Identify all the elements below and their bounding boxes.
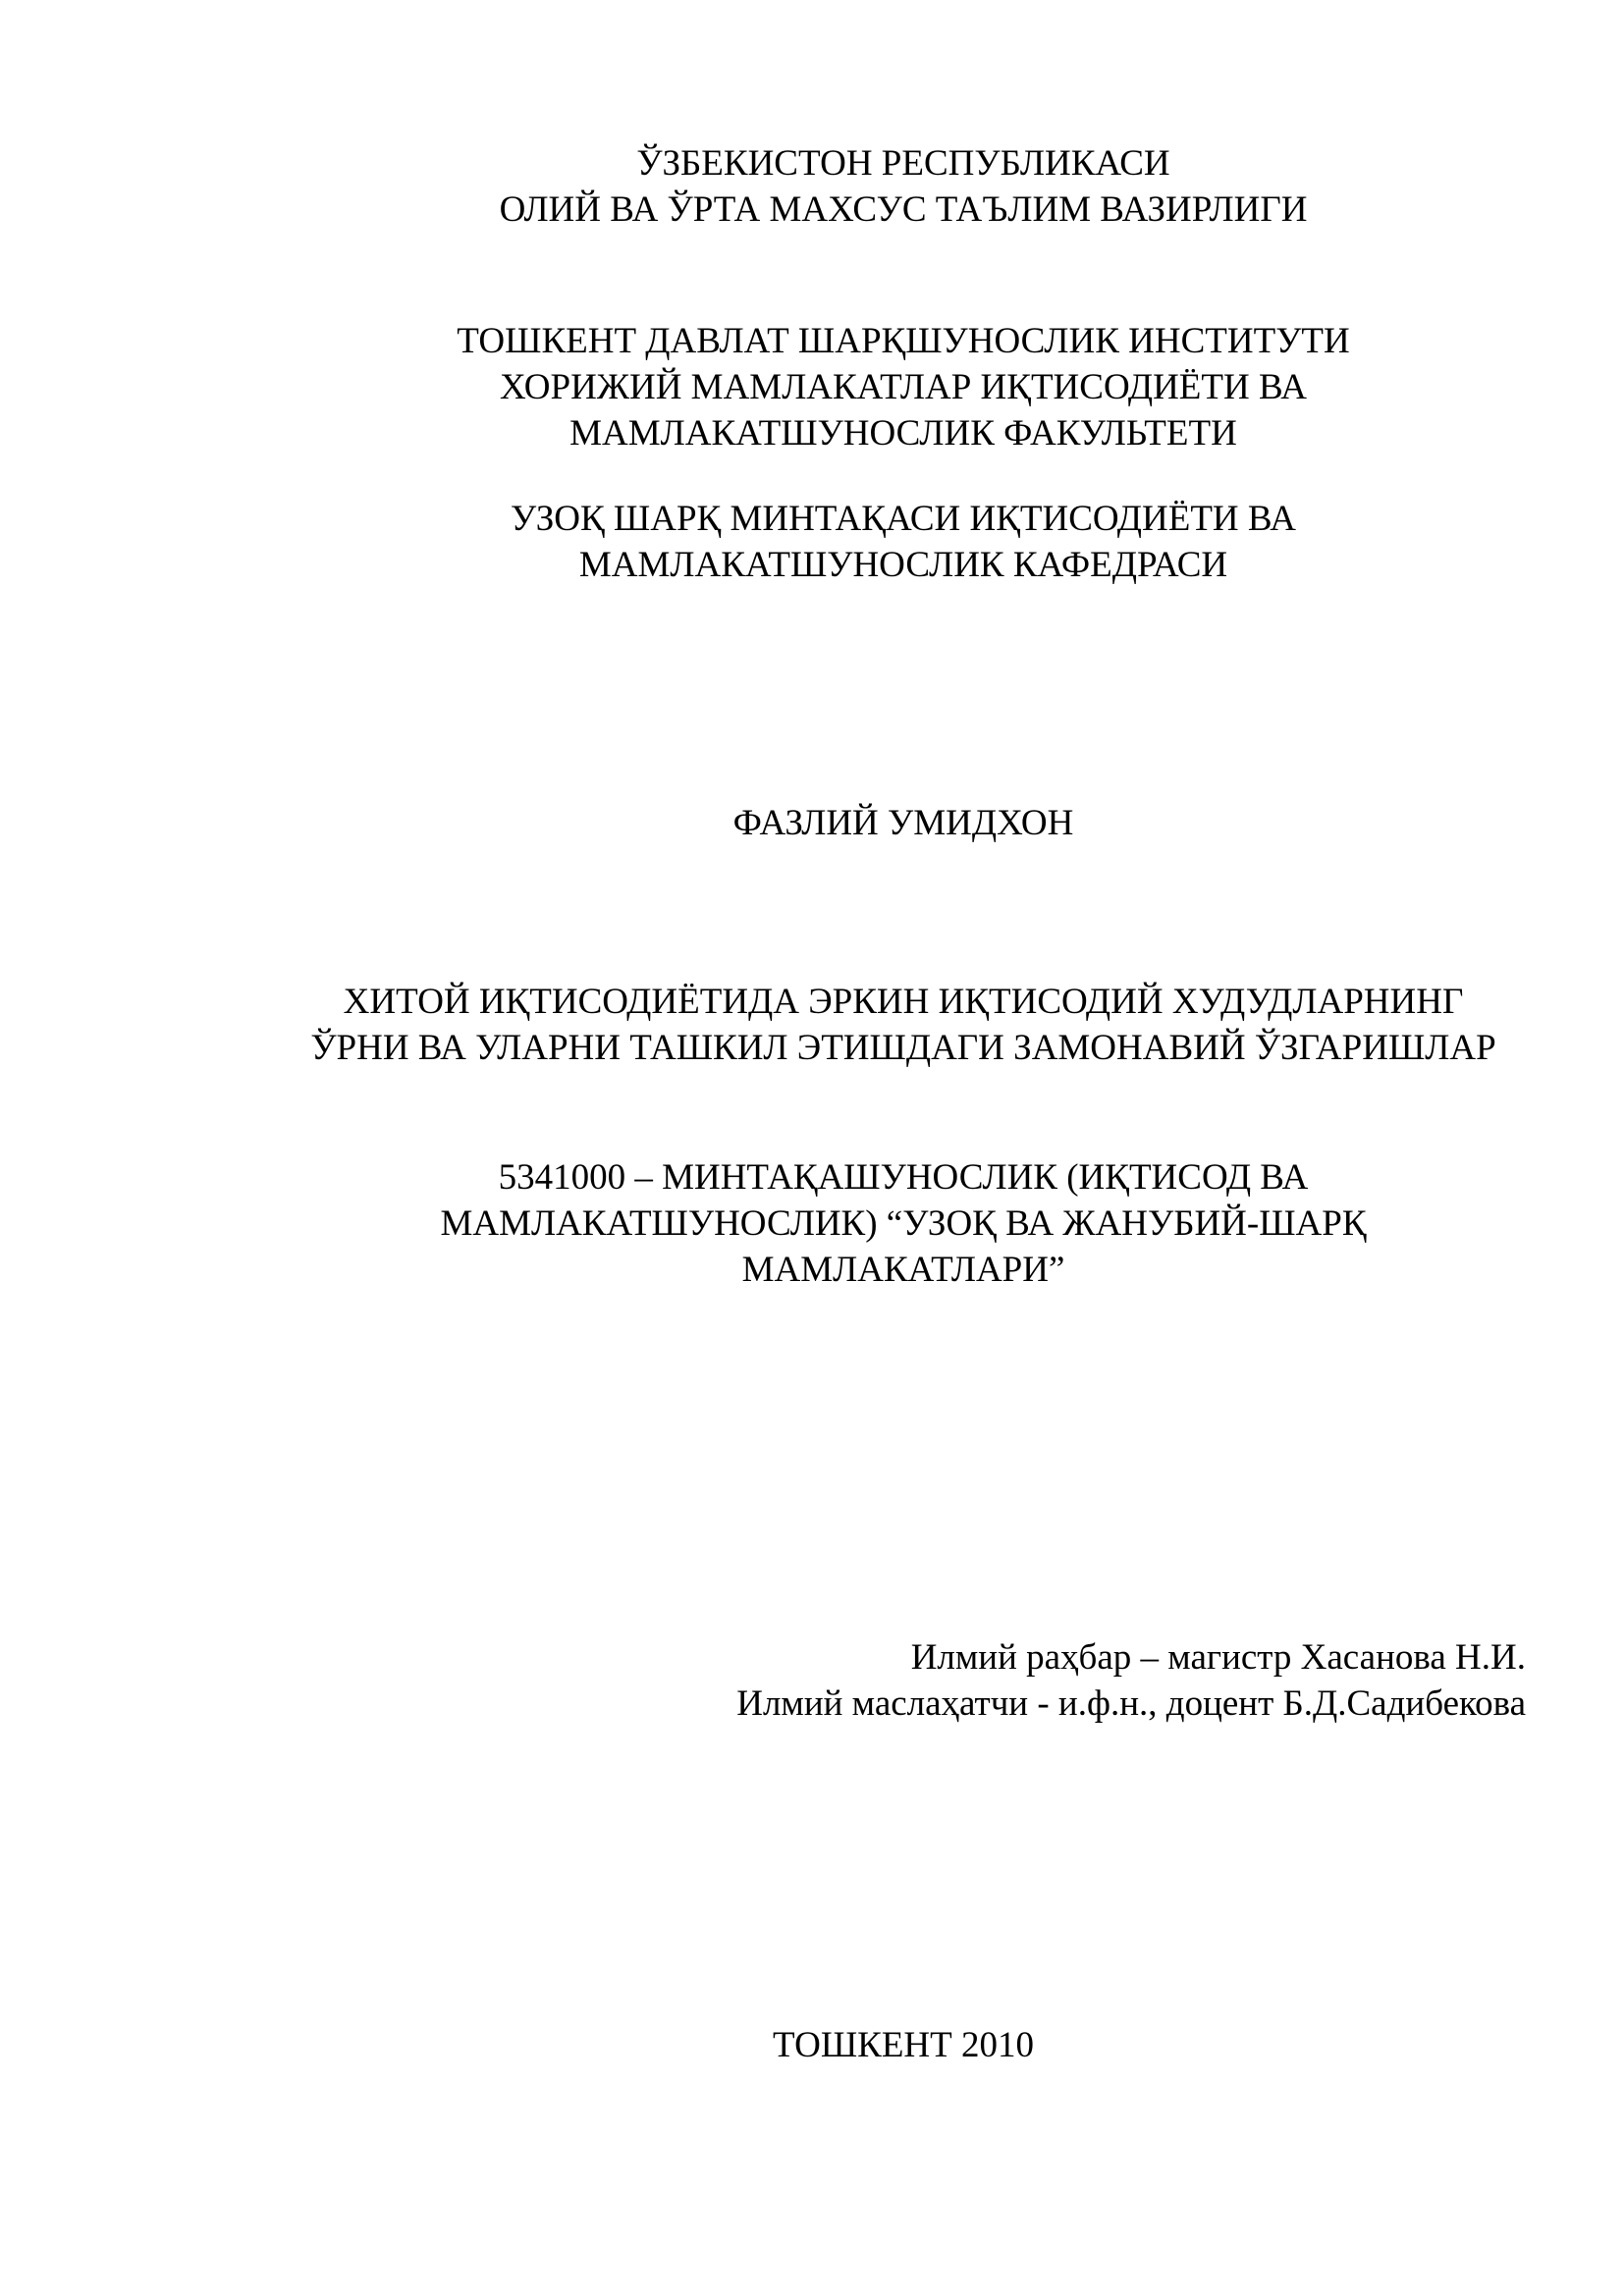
thesis-title — [295, 979, 1512, 1071]
institute-line-2: ХОРИЖИЙ МАМЛАКАТЛАР ИҚТИСОДИЁТИ ВА — [499, 367, 1308, 407]
ministry-line-1: ЎЗБЕКИСТОН РЕСПУБЛИКАСИ — [636, 143, 1170, 184]
specialty-line-1: 5341000 – МИНТАҚАШУНОСЛИК (ИҚТИСОД ВА — [498, 1157, 1309, 1198]
thesis-title-line-1: ХИТОЙ ИҚТИСОДИЁТИДА ЭРКИН ИҚТИСОДИЙ ХУДУДЛАРНИНГ — [343, 982, 1464, 1022]
department-heading — [295, 496, 1512, 588]
department-line-2: МАМЛАКАТШУНОСЛИК КАФЕДРАСИ — [578, 545, 1228, 585]
institute-heading — [295, 318, 1512, 456]
scientific-consultant: Илмий маслаҳатчи - и.ф.н., доцент Б.Д.Садибекова — [736, 1683, 1526, 1724]
department-line-1: УЗОҚ ШАРҚ МИНТАҚАСИ ИҚТИСОДИЁТИ ВА — [511, 499, 1296, 539]
specialty-line-2: МАМЛАКАТШУНОСЛИК) “УЗОҚ ВА ЖАНУБИЙ-ШАРҚ — [440, 1203, 1367, 1244]
institute-line-1: ТОШКЕНТ ДАВЛАТ ШАРҚШУНОСЛИК ИНСТИТУТИ — [457, 321, 1350, 361]
footer-city-year — [295, 2022, 1512, 2068]
supervisors-block — [736, 1634, 1526, 1727]
city-year-text: ТОШКЕНТ 2010 — [772, 2025, 1034, 2065]
author-name — [295, 800, 1512, 846]
ministry-line-2: ОЛИЙ ВА ЎРТА МАХСУС ТАЪЛИМ ВАЗИРЛИГИ — [499, 189, 1308, 230]
ministry-heading — [295, 140, 1512, 233]
thesis-title-line-2: ЎРНИ ВА УЛАРНИ ТАШКИЛ ЭТИШДАГИ ЗАМОНАВИЙ ЎЗГАРИШЛАР — [310, 1028, 1496, 1068]
specialty-heading — [295, 1154, 1512, 1293]
specialty-line-3: МАМЛАКАТЛАРИ” — [741, 1250, 1065, 1290]
scientific-advisor: Илмий раҳбар – магистр Хасанова Н.И. — [910, 1637, 1526, 1678]
institute-line-3: МАМЛАКАТШУНОСЛИК ФАКУЛЬТЕТИ — [569, 413, 1237, 454]
author-name-text: ФАЗЛИЙ УМИДХОН — [732, 803, 1074, 843]
